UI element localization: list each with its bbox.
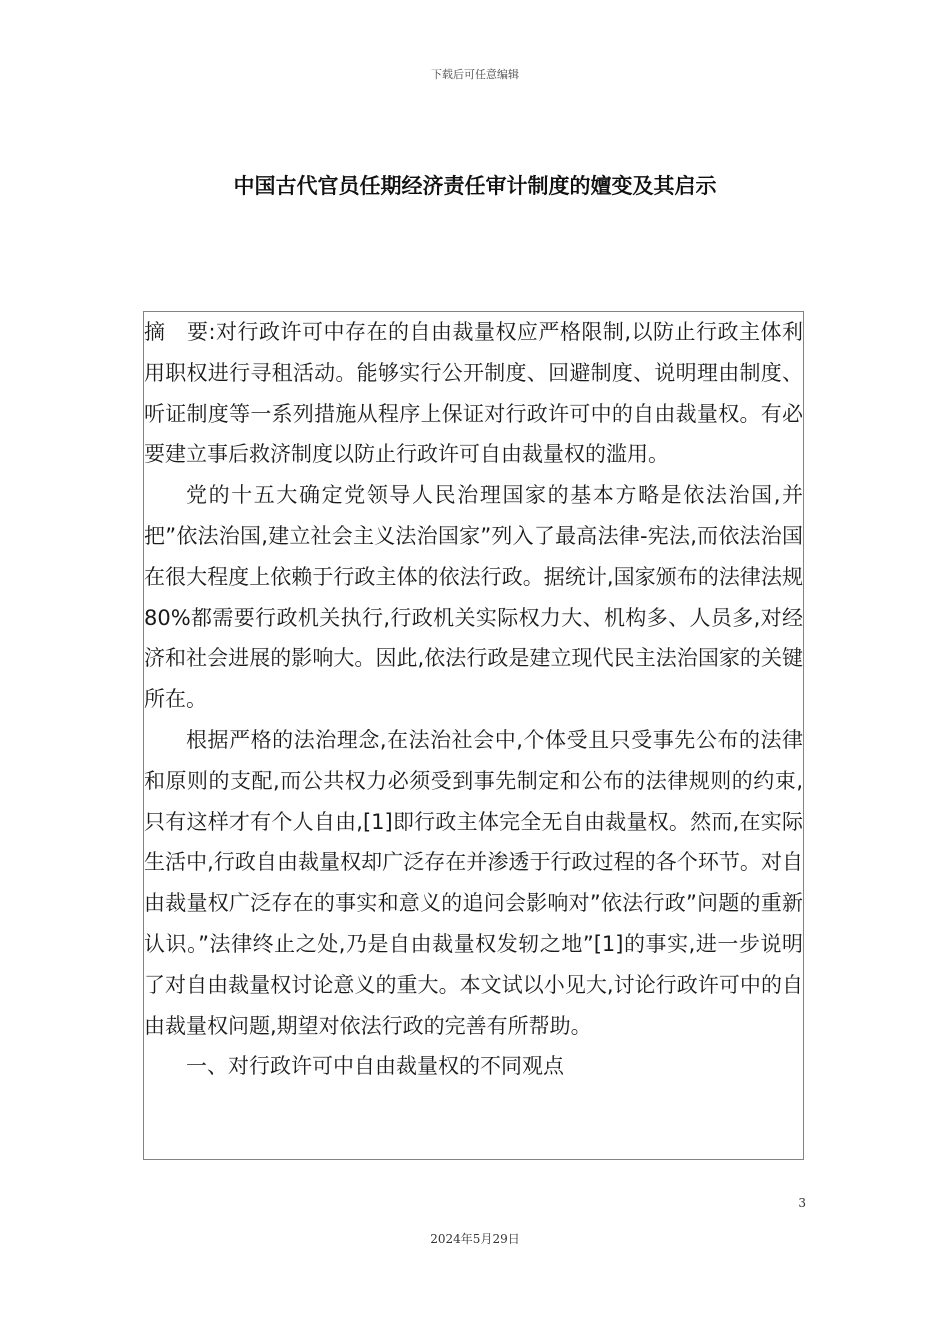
- body-paragraph-2: 根据严格的法治理念,在法治社会中,个体受且只受事先公布的法律和原则的支配,而公共权力必须受到事先制定和公布的法律规则的约束,只有这样才有个人自由,[1]即行政主体完全无自由裁量权。然而,在实际生活中,行政自由裁量权却广泛存在并渗透于行政过程的各个环节。对自由裁量权广泛存在的事实和意义的追问会影响对”依法行政”问题的重新认识。”法律终止之处,乃是自由裁量权发轫之地”[1]的事实,进一步说明了对自由裁量权讨论意义的重大。本文试以小见大,讨论行政许可中的自由裁量权问题,期望对依法行政的完善有所帮助。: [144, 727, 803, 1038]
- footer-date: 2024年5月29日: [430, 1232, 520, 1246]
- page-number: 3: [798, 1196, 806, 1210]
- document-title: 中国古代官员任期经济责任审计制度的嬗变及其启示: [233, 174, 717, 198]
- body-paragraph-1: 党的十五大确定党领导人民治理国家的基本方略是依法治国,并把”依法治国,建立社会主义法治国家”列入了最高法律-宪法,而依法治国在很大程度上依赖于行政主体的依法行政。据统计,国家颁布的法律法规80%都需要行政机关执行,行政机关实际权力大、机构多、人员多,对经济和社会进展的影响大。因此,依法行政是建立现代民主法治国家的关键所在。: [144, 483, 803, 712]
- abstract-paragraph: [144, 312, 803, 475]
- abstract-label: 摘 要: [144, 320, 209, 344]
- section-heading: 一、对行政许可中自由裁量权的不同观点: [186, 1054, 564, 1079]
- abstract-text: :对行政许可中存在的自由裁量权应严格限制,以防止行政主体利用职权进行寻租活动。能够实行公开制度、回避制度、说明理由制度、听证制度等一系列措施从程序上保证对行政许可中的自由裁量权。有必要建立事后救济制度以防止行政许可自由裁量权的滥用。: [144, 320, 804, 467]
- header-note: 下载后可任意编辑: [431, 68, 519, 81]
- content-frame: [143, 311, 804, 1160]
